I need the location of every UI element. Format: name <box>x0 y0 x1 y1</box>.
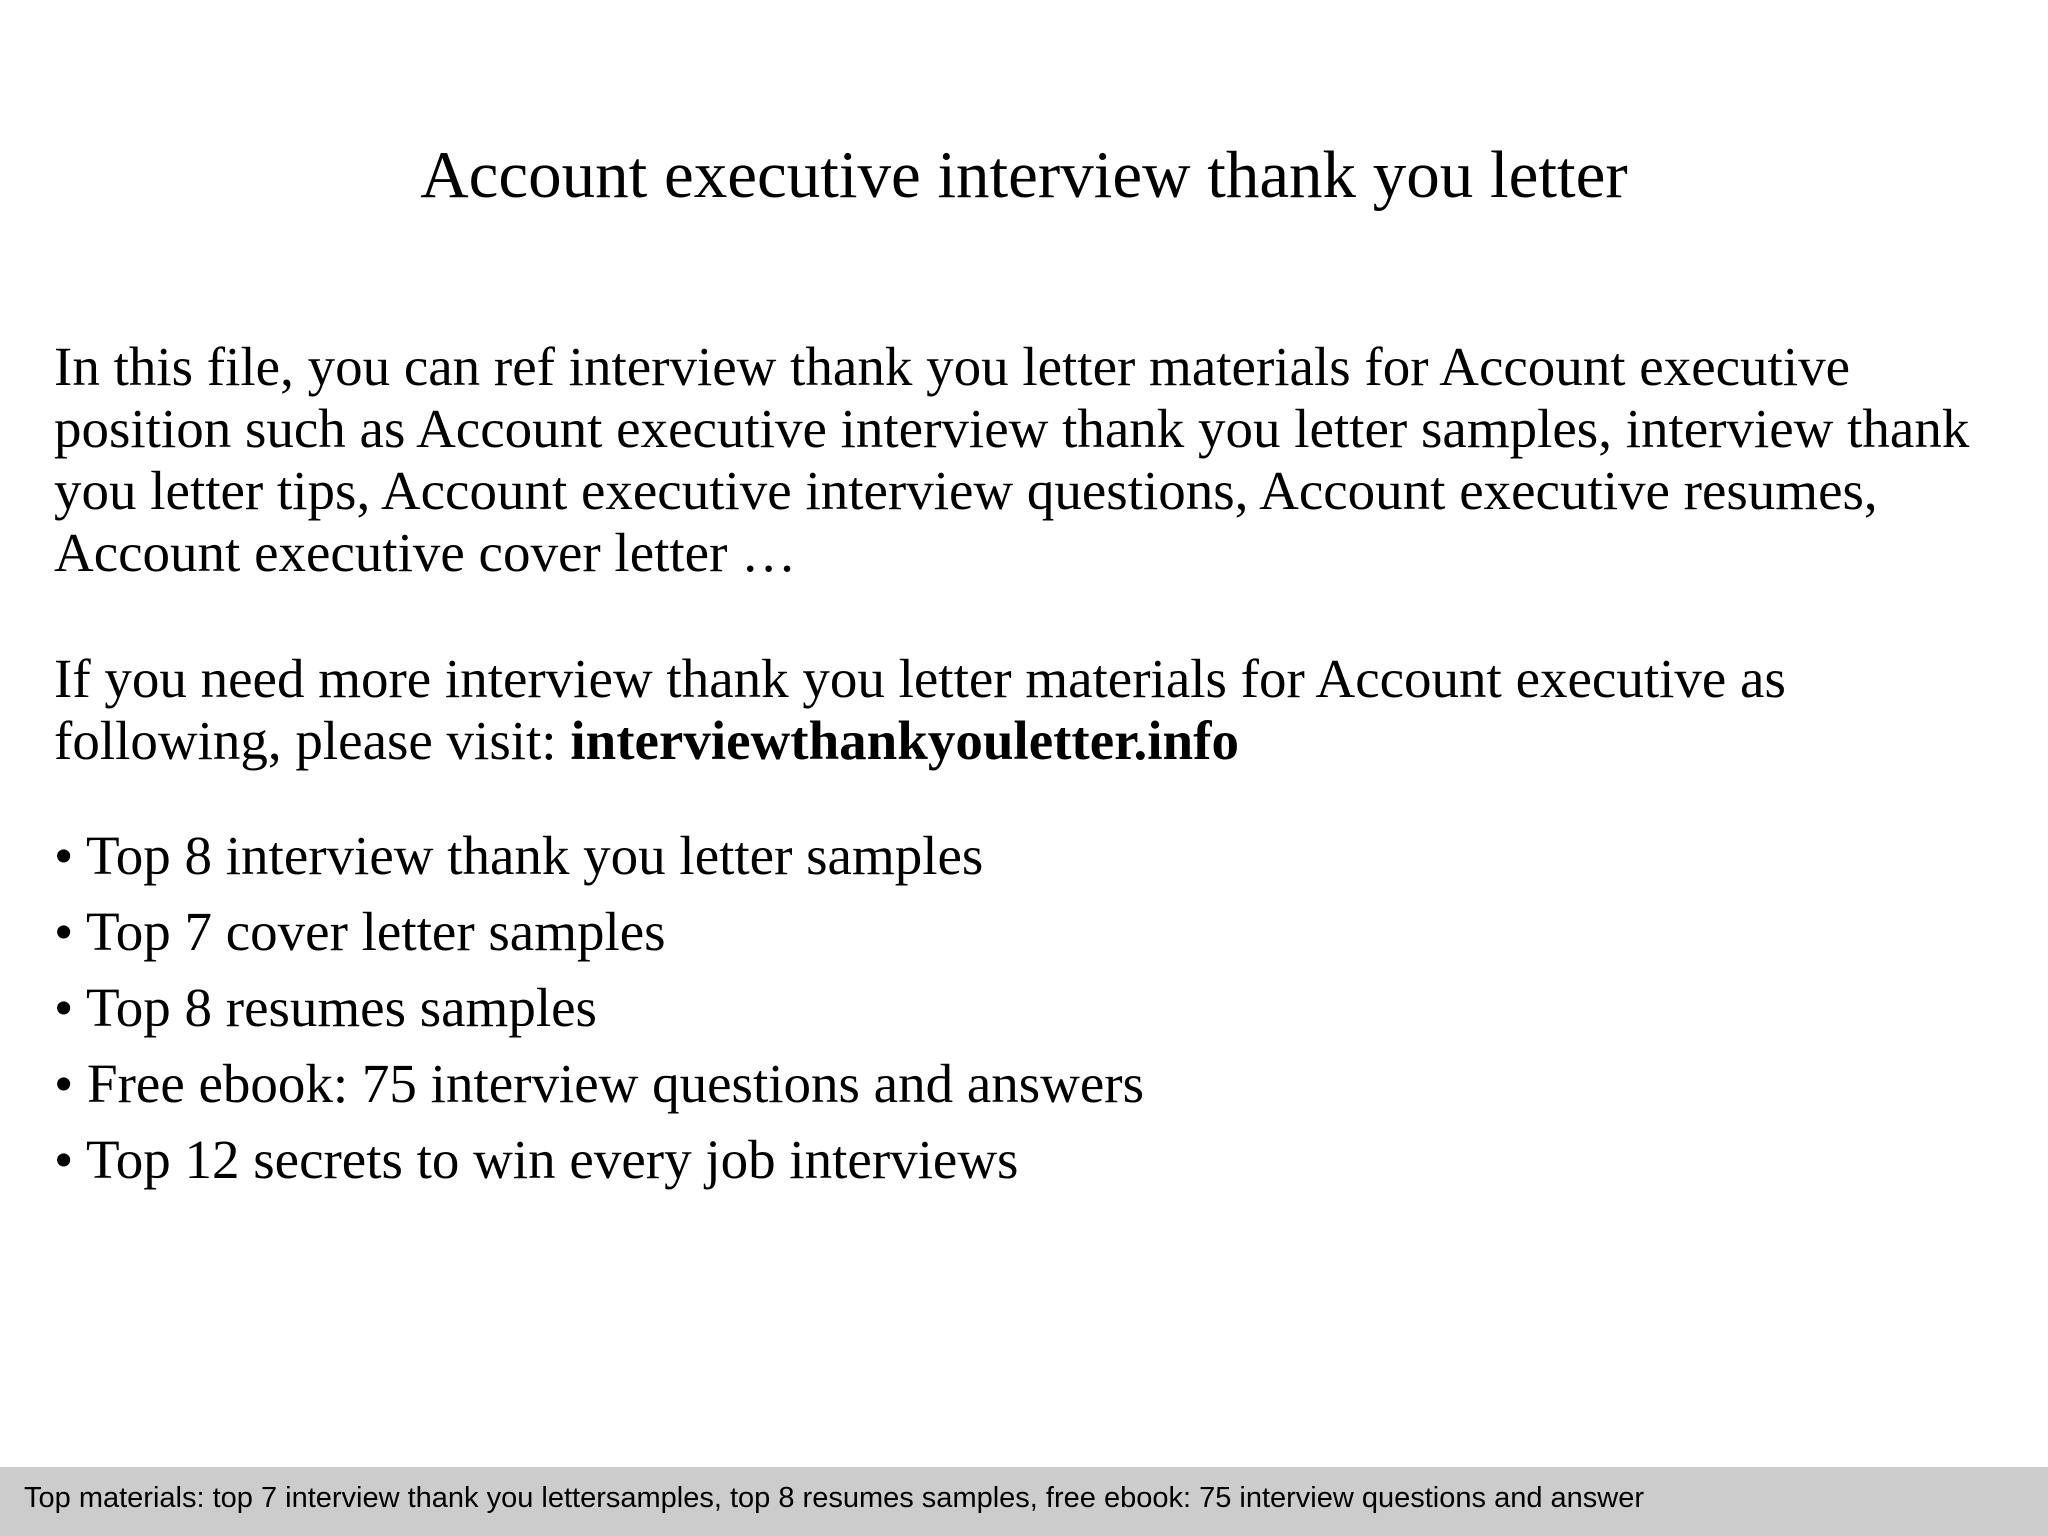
visit-prefix-text: If you need more interview thank you letter materials for Account executive as following, please visit: <box>54 648 1786 771</box>
list-item: • Top 8 resumes samples <box>54 977 597 1038</box>
visit-link[interactable]: interviewthankyouletter.info <box>570 710 1239 771</box>
materials-list <box>54 818 2014 1198</box>
footer-bar <box>0 1467 2048 1536</box>
intro-paragraph: In this file, you can ref interview thank you letter materials for Account executive position such as Account executive interview thank you letter samples, interview thank you letter tips, Account executive interview questions, Account executive resumes, Account executive cover letter … <box>54 336 1970 583</box>
list-item: • Free ebook: 75 interview questions and answers <box>54 1053 1144 1114</box>
list-item: • Top 8 interview thank you letter samples <box>54 825 984 886</box>
document-body <box>54 336 2014 1198</box>
list-item: • Top 12 secrets to win every job interviews <box>54 1129 1019 1190</box>
list-item: • Top 7 cover letter samples <box>54 901 666 962</box>
footer-text: Top materials: top 7 interview thank you lettersamples, top 8 resumes samples, free ebook: 75 interview questions and answer <box>24 1482 1644 1514</box>
document-title: Account executive interview thank you letter <box>420 138 1628 212</box>
visit-paragraph <box>54 648 2014 772</box>
